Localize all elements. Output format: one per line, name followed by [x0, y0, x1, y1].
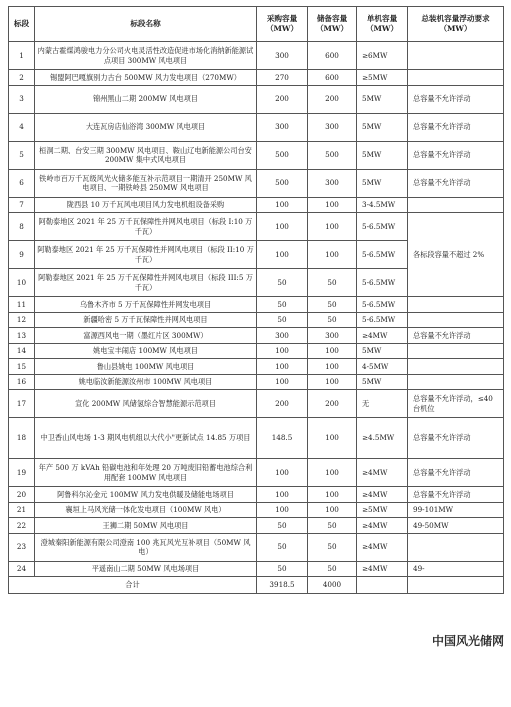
- cell-float: 总容量不允许浮动: [408, 328, 504, 344]
- cell-idx: 20: [9, 487, 35, 503]
- total-label: 合计: [9, 577, 257, 594]
- cell-unit: 无: [357, 390, 408, 418]
- cell-float: 总容量不允许浮动: [408, 487, 504, 503]
- table-row: [9, 561, 504, 577]
- cell-idx: 23: [9, 533, 35, 561]
- cell-idx: 11: [9, 297, 35, 313]
- cell-storage: 100: [308, 197, 357, 213]
- cell-float: [408, 297, 504, 313]
- site-watermark: 中国风光储网: [431, 634, 504, 648]
- cell-storage: 100: [308, 487, 357, 503]
- cell-name: 锡盟阿巴嘎旗别力古台 500MW 风力发电项目（270MW）: [35, 70, 257, 86]
- cell-storage: 50: [308, 297, 357, 313]
- table-row: [9, 518, 504, 534]
- cell-unit: ≥6MW: [357, 42, 408, 70]
- cell-unit: 4-5MW: [357, 359, 408, 375]
- table-row: [9, 197, 504, 213]
- cell-float: [408, 42, 504, 70]
- cell-name: 内蒙古霍煤鸿骏电力分公司火电灵活性改造促进市场化消纳新能源试点项目 300MW 风电项目: [35, 42, 257, 70]
- cell-capacity: 100: [257, 502, 308, 518]
- table-row: [9, 213, 504, 241]
- table-header-row: [9, 7, 504, 42]
- cell-idx: 6: [9, 169, 35, 197]
- cell-unit: ≥5MW: [357, 502, 408, 518]
- cell-name: 铁岭市百万千瓦级风光火储多能互补示范项目一期清开 250MW 风电项目、一期铁岭县 250MW 风电项目: [35, 169, 257, 197]
- cell-capacity: 300: [257, 328, 308, 344]
- cell-float: [408, 70, 504, 86]
- cell-idx: 1: [9, 42, 35, 70]
- cell-float: 总容量不允许浮动: [408, 169, 504, 197]
- header-capacity: 采购容量（MW）: [257, 7, 308, 42]
- cell-float: 49-50MW: [408, 518, 504, 534]
- cell-name: 年产 500 万 kVAh 铅碳电池和年处理 20 万吨废旧铅蓄电池综合利用配套 100MW 风电项目: [35, 459, 257, 487]
- cell-unit: 5-6.5MW: [357, 241, 408, 269]
- table-row: [9, 418, 504, 459]
- total-row: [9, 577, 504, 594]
- cell-float: 49-: [408, 561, 504, 577]
- cell-storage: 300: [308, 113, 357, 141]
- cell-unit: 5-6.5MW: [357, 213, 408, 241]
- cell-unit: 5-6.5MW: [357, 312, 408, 328]
- table-row: [9, 297, 504, 313]
- cell-capacity: 500: [257, 141, 308, 169]
- cell-idx: 24: [9, 561, 35, 577]
- cell-name: 王狮二期 50MW 风电项目: [35, 518, 257, 534]
- cell-name: 宣化 200MW 风储氢综合智慧能源示范项目: [35, 390, 257, 418]
- cell-storage: 300: [308, 328, 357, 344]
- cell-unit: 5MW: [357, 113, 408, 141]
- cell-storage: 200: [308, 390, 357, 418]
- cell-name: 富源西风电一期（墨红片区 300MW）: [35, 328, 257, 344]
- cell-storage: 500: [308, 141, 357, 169]
- cell-name: 新疆哈密 5 万千瓦保障性并网风电项目: [35, 312, 257, 328]
- cell-capacity: 50: [257, 533, 308, 561]
- cell-float-merged: 各标段容量不超过 2%: [408, 213, 504, 297]
- cell-storage: 50: [308, 269, 357, 297]
- cell-float: [408, 312, 504, 328]
- table-row: [9, 390, 504, 418]
- table-row: [9, 141, 504, 169]
- cell-idx: 5: [9, 141, 35, 169]
- table-row: [9, 85, 504, 113]
- cell-capacity: 50: [257, 561, 308, 577]
- cell-storage: 100: [308, 418, 357, 459]
- cell-name: 锦州黑山二期 200MW 风电项目: [35, 85, 257, 113]
- header-storage: 储备容量（MW）: [308, 7, 357, 42]
- table-row: [9, 42, 504, 70]
- total-float-empty: [408, 577, 504, 594]
- cell-idx: 10: [9, 269, 35, 297]
- cell-float: 总容量不允许浮动: [408, 418, 504, 459]
- header-name: 标段名称: [35, 7, 257, 42]
- cell-capacity: 200: [257, 390, 308, 418]
- cell-float: 总容量不允许浮动: [408, 141, 504, 169]
- cell-unit: ≥5MW: [357, 70, 408, 86]
- cell-storage: 100: [308, 213, 357, 241]
- cell-idx: 7: [9, 197, 35, 213]
- cell-float: [408, 374, 504, 390]
- cell-capacity: 200: [257, 85, 308, 113]
- cell-name: 鲁山县姚电 100MW 风电项目: [35, 359, 257, 375]
- cell-name: 平遥南山二期 50MW 风电场项目: [35, 561, 257, 577]
- cell-unit: ≥4MW: [357, 518, 408, 534]
- cell-name: 澄城秦阳新能源有限公司澄南 100 兆瓦风光互补项目（50MW 风电）: [35, 533, 257, 561]
- cell-storage: 600: [308, 70, 357, 86]
- cell-capacity: 500: [257, 169, 308, 197]
- cell-capacity: 100: [257, 487, 308, 503]
- cell-idx: 22: [9, 518, 35, 534]
- cell-name: 大连瓦房店仙浴湾 300MW 风电项目: [35, 113, 257, 141]
- cell-storage: 50: [308, 533, 357, 561]
- cell-capacity: 50: [257, 297, 308, 313]
- cell-idx: 2: [9, 70, 35, 86]
- cell-storage: 100: [308, 241, 357, 269]
- table-row: [9, 502, 504, 518]
- cell-float: 总容量不允许浮动: [408, 113, 504, 141]
- cell-capacity: 300: [257, 42, 308, 70]
- cell-capacity: 100: [257, 459, 308, 487]
- cell-name: 桓洞二期、台安三期 300MW 风电项目、鞍山辽电新能源公司台安 200MW 集中式风电项目: [35, 141, 257, 169]
- table-row: [9, 113, 504, 141]
- cell-float: [408, 359, 504, 375]
- cell-float: [408, 533, 504, 561]
- cell-unit: 5MW: [357, 343, 408, 359]
- cell-idx: 13: [9, 328, 35, 344]
- cell-idx: 4: [9, 113, 35, 141]
- document-page: [8, 6, 503, 594]
- cell-unit: ≥4MW: [357, 459, 408, 487]
- cell-name: 阿勒泰地区 2021 年 25 万千瓦保障性并网风电项目（标段 II:10 万千瓦）: [35, 241, 257, 269]
- cell-idx: 17: [9, 390, 35, 418]
- cell-storage: 50: [308, 561, 357, 577]
- table-row: [9, 343, 504, 359]
- cell-storage: 100: [308, 359, 357, 375]
- table-body: [9, 42, 504, 594]
- cell-capacity: 50: [257, 312, 308, 328]
- cell-name: 阿勒泰地区 2021 年 25 万千瓦保障性并网风电项目（标段 I:10 万千瓦）: [35, 213, 257, 241]
- cell-unit: 3-4.5MW: [357, 197, 408, 213]
- cell-idx: 8: [9, 213, 35, 241]
- cell-capacity: 100: [257, 197, 308, 213]
- cell-idx: 18: [9, 418, 35, 459]
- table-row: [9, 169, 504, 197]
- cell-unit: ≥4MW: [357, 533, 408, 561]
- procurement-table: [8, 6, 504, 594]
- cell-capacity: 148.5: [257, 418, 308, 459]
- cell-capacity: 270: [257, 70, 308, 86]
- cell-idx: 19: [9, 459, 35, 487]
- cell-unit: 5-6.5MW: [357, 297, 408, 313]
- cell-idx: 21: [9, 502, 35, 518]
- cell-name: 中卫香山风电场 1-3 期风电机组以大代小"更新试点 14.85 万项目: [35, 418, 257, 459]
- header-idx: 标段: [9, 7, 35, 42]
- cell-storage: 50: [308, 518, 357, 534]
- cell-name: 姚电临汝新能源汝州市 100MW 风电项目: [35, 374, 257, 390]
- cell-float: 总容量不允许浮动: [408, 459, 504, 487]
- cell-name: 乌鲁木齐市 5 万千瓦保障性并网发电项目: [35, 297, 257, 313]
- cell-capacity: 50: [257, 518, 308, 534]
- cell-idx: 12: [9, 312, 35, 328]
- cell-storage: 100: [308, 343, 357, 359]
- cell-storage: 600: [308, 42, 357, 70]
- total-storage: 4000: [308, 577, 357, 594]
- table-row: [9, 459, 504, 487]
- cell-name: 陇西县 10 万千瓦风电项目风力发电机组设备采购: [35, 197, 257, 213]
- cell-name: 襄垣上马风光储一体化发电项目（100MW 风电）: [35, 502, 257, 518]
- cell-unit: ≥4.5MW: [357, 418, 408, 459]
- cell-capacity: 50: [257, 269, 308, 297]
- cell-capacity: 100: [257, 359, 308, 375]
- cell-float: 99-101MW: [408, 502, 504, 518]
- cell-unit: ≥4MW: [357, 328, 408, 344]
- table-row: [9, 70, 504, 86]
- cell-name: 姚电宝丰闹店 100MW 风电项目: [35, 343, 257, 359]
- cell-float: [408, 197, 504, 213]
- cell-unit: ≥4MW: [357, 487, 408, 503]
- cell-name: 阿勒泰地区 2021 年 25 万千瓦保障性并网风电项目（标段 III:5 万千瓦）: [35, 269, 257, 297]
- cell-storage: 100: [308, 459, 357, 487]
- cell-unit: 5MW: [357, 169, 408, 197]
- cell-idx: 14: [9, 343, 35, 359]
- cell-storage: 50: [308, 312, 357, 328]
- table-row: [9, 374, 504, 390]
- table-row: [9, 487, 504, 503]
- header-unit: 单机容量（MW）: [357, 7, 408, 42]
- table-row: [9, 533, 504, 561]
- cell-storage: 200: [308, 85, 357, 113]
- cell-storage: 100: [308, 374, 357, 390]
- cell-storage: 300: [308, 169, 357, 197]
- cell-name: 阿鲁科尔沁金元 100MW 风力发电供暖及储能电场项目: [35, 487, 257, 503]
- cell-capacity: 300: [257, 113, 308, 141]
- cell-capacity: 100: [257, 374, 308, 390]
- cell-unit: ≥4MW: [357, 561, 408, 577]
- table-row: [9, 312, 504, 328]
- header-float: 总装机容量浮动要求（MW）: [408, 7, 504, 42]
- cell-capacity: 100: [257, 343, 308, 359]
- cell-unit: 5MW: [357, 85, 408, 113]
- cell-float: [408, 343, 504, 359]
- cell-storage: 100: [308, 502, 357, 518]
- cell-capacity: 100: [257, 213, 308, 241]
- cell-capacity: 100: [257, 241, 308, 269]
- cell-unit: 5MW: [357, 374, 408, 390]
- cell-idx: 3: [9, 85, 35, 113]
- cell-float: 总容量不允许浮动，≤40 台机位: [408, 390, 504, 418]
- cell-float: 总容量不允许浮动: [408, 85, 504, 113]
- cell-idx: 9: [9, 241, 35, 269]
- total-unit-empty: [357, 577, 408, 594]
- cell-idx: 16: [9, 374, 35, 390]
- cell-unit: 5MW: [357, 141, 408, 169]
- cell-unit: 5-6.5MW: [357, 269, 408, 297]
- table-row: [9, 359, 504, 375]
- table-row: [9, 328, 504, 344]
- total-capacity: 3918.5: [257, 577, 308, 594]
- cell-idx: 15: [9, 359, 35, 375]
